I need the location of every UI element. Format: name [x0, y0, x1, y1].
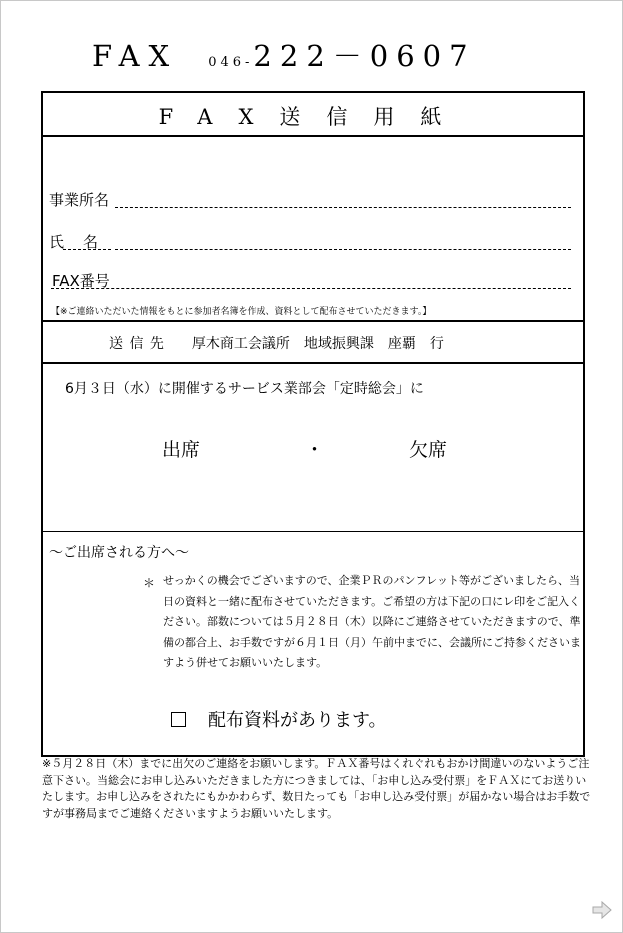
fax-area-code: 046-	[208, 55, 254, 70]
arrow-right-icon[interactable]	[592, 901, 612, 919]
meeting-description: 6月３日（水）に開催するサービス業部会「定時総会」に	[65, 381, 424, 397]
info-asterisk: ＊	[143, 576, 156, 590]
fax-form	[41, 91, 585, 757]
person-name-label: 氏 名	[49, 233, 101, 251]
fax-number-field[interactable]	[49, 270, 573, 291]
destination-band	[43, 320, 583, 364]
attend-separator: ・	[305, 439, 325, 461]
fax-number: 222－0607	[253, 39, 476, 73]
brochure-checkbox[interactable]	[171, 712, 186, 727]
fax-number-header	[92, 34, 476, 74]
fax-number-label: FAX番号	[52, 272, 110, 290]
fax-number-line[interactable]	[51, 288, 571, 289]
brochure-checkbox-row[interactable]	[171, 706, 387, 732]
person-name-field[interactable]	[49, 231, 573, 252]
form-title-band	[43, 93, 583, 137]
destination-text: 送 信 先 厚木商工会議所 地域振興課 座覇 行	[109, 336, 444, 352]
name-label-underline	[63, 249, 111, 250]
brochure-checkbox-label: 配布資料があります。	[208, 710, 387, 731]
form-title: FAX送信用紙	[158, 105, 468, 129]
absent-option[interactable]: 欠席	[409, 439, 448, 461]
attend-option[interactable]: 出席	[162, 439, 201, 461]
office-name-line[interactable]	[115, 207, 571, 208]
office-name-label: 事業所名	[49, 191, 110, 209]
footer-note: ※５月２８日（木）までに出欠のご連絡をお願いします。ＦＡＸ番号はくれぐれもおかけ間違いのないようご注意下さい。当総会にお申し込みいただきました方につきましては、「お申し込み受付票」をＦＡＸにてお送りいたします。お申し込みをされたにもかかわらず、数日たっても「お申し込み受付票」が届かない場合はお手数ですが事務局までご連絡くださいますようお願いいたします。	[42, 757, 591, 820]
privacy-note: 【※ご連絡いただいた情報をもとに参加者名簿を作成、資料として配布させていただきます。】	[51, 307, 432, 317]
brochure-info: せっかくの機会でございますので、企業ＰＲのパンフレット等がございましたら、当日の資料と一緒に配布させていただきます。ご希望の方は下記の口にレ印をご記入ください。部数については５月２８日（木）以降にご連絡させていただきますので、準備の都合上、お手数ですが６月１日（月）午前中までに、会議所にご持参くださいますよう併せてお願いいたします。	[163, 574, 581, 669]
fax-label: FAX	[92, 39, 179, 73]
person-name-line[interactable]	[115, 249, 571, 250]
office-name-field[interactable]	[49, 189, 573, 210]
attendees-heading: ～ご出席される方へ～	[49, 545, 189, 561]
section-divider	[43, 531, 583, 532]
